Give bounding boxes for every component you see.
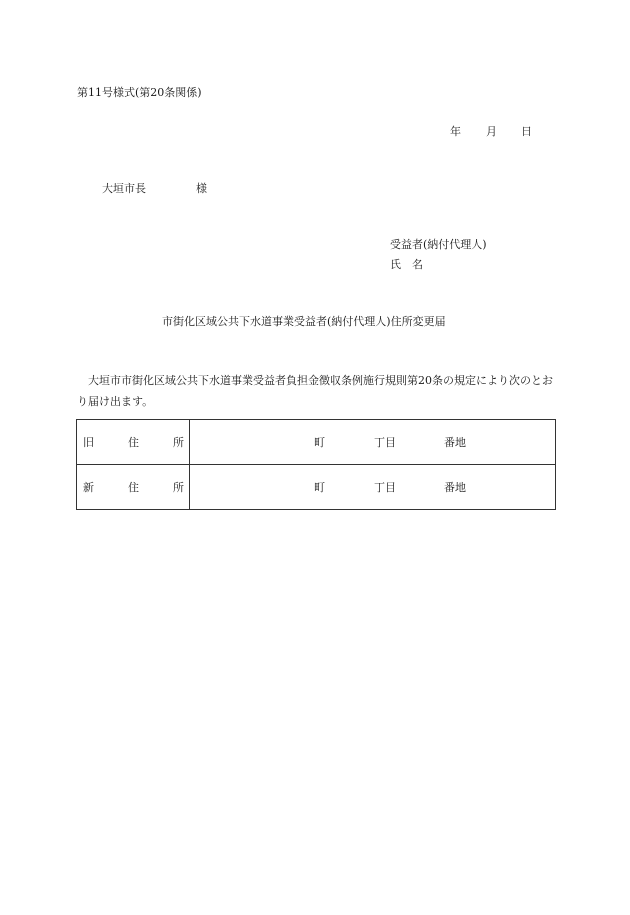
old-address-label xyxy=(77,420,190,465)
label-char: 所 xyxy=(173,481,184,494)
label-char: 新 xyxy=(83,481,94,494)
unit-banchi: 番地 xyxy=(444,436,466,449)
applicant-role-label: 受益者(納付代理人) xyxy=(390,238,487,251)
label-char: 住 xyxy=(128,436,139,449)
applicant-name-label: 氏 名 xyxy=(390,258,423,271)
addressee-honorific: 様 xyxy=(196,182,207,195)
date-day-label: 日 xyxy=(521,125,532,138)
date-year-label: 年 xyxy=(450,125,461,138)
address-table xyxy=(76,419,556,510)
body-text: 大垣市市街化区域公共下水道事業受益者負担金徴収条例施行規則第20条の規定により次のとおり届け出ます。 xyxy=(77,374,553,408)
table-row-new-address xyxy=(77,465,556,510)
unit-machi: 町 xyxy=(314,436,325,449)
new-address-value xyxy=(190,465,556,510)
old-address-value xyxy=(190,420,556,465)
label-char: 旧 xyxy=(83,436,94,449)
unit-chome: 丁目 xyxy=(374,436,396,449)
document-title: 市街化区域公共下水道事業受益者(納付代理人)住所変更届 xyxy=(162,315,446,328)
addressee-name: 大垣市長 xyxy=(102,182,146,195)
new-address-label xyxy=(77,465,190,510)
date-month-label: 月 xyxy=(486,125,497,138)
label-char: 住 xyxy=(128,481,139,494)
unit-chome: 丁目 xyxy=(374,481,396,494)
unit-machi: 町 xyxy=(314,481,325,494)
unit-banchi: 番地 xyxy=(444,481,466,494)
form-number: 第11号様式(第20条関係) xyxy=(77,86,202,99)
label-char: 所 xyxy=(173,436,184,449)
table-row-old-address xyxy=(77,420,556,465)
